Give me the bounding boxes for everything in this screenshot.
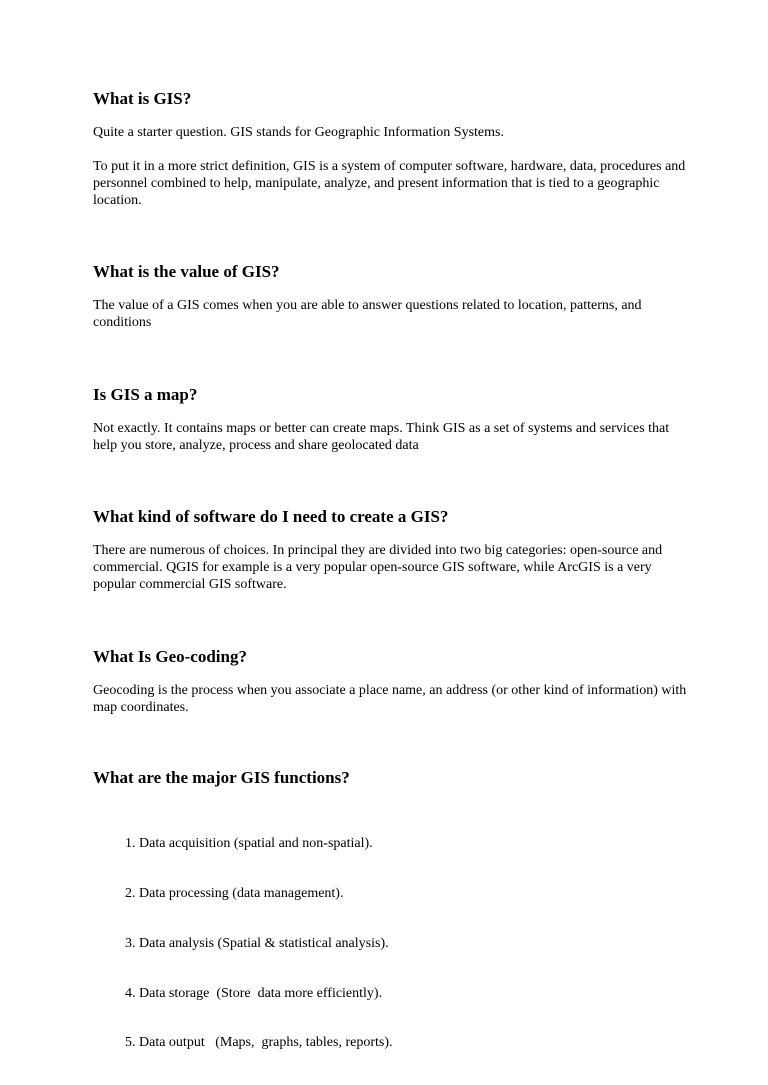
list-item: 5. Data output (Maps, graphs, tables, reports).	[139, 1035, 693, 1052]
section-body	[93, 297, 693, 331]
list-item: 1. Data acquisition (spatial and non-spatial).	[139, 836, 693, 853]
section-heading: What are the major GIS functions?	[93, 768, 350, 787]
section-heading: What Is Geo-coding?	[93, 647, 247, 666]
section-is-gis-a-map	[93, 385, 693, 454]
paragraph: Geocoding is the process when you associate a place name, an address (or other kind of information) with map coordinates.	[93, 683, 687, 715]
section-gis-functions	[93, 768, 693, 1085]
section-body	[93, 542, 693, 593]
section-what-is-gis	[93, 89, 693, 209]
paragraph: Quite a starter question. GIS stands for Geographic Information Systems.	[93, 125, 504, 140]
functions-list	[93, 803, 693, 1085]
paragraph: There are numerous of choices. In principal they are divided into two big categories: open-source and commercial. QGIS for example is a very popular open-source GIS software, while ArcGIS is a very popular commercial GIS software.	[93, 543, 663, 592]
section-heading: Is GIS a map?	[93, 385, 198, 404]
paragraph: To put it in a more strict definition, GIS is a system of computer software, hardware, data, procedures and personnel combined to help, manipulate, analyze, and present information that is tied to a geographic location.	[93, 159, 686, 208]
section-heading: What kind of software do I need to create a GIS?	[93, 507, 449, 526]
section-heading: What is GIS?	[93, 89, 192, 108]
section-heading: What is the value of GIS?	[93, 262, 280, 281]
paragraph: The value of a GIS comes when you are able to answer questions related to location, patterns, and conditions	[93, 298, 642, 330]
section-body	[93, 124, 693, 209]
paragraph: Not exactly. It contains maps or better can create maps. Think GIS as a set of systems and services that help you store, analyze, process and share geolocated data	[93, 421, 670, 453]
list-item: 3. Data analysis (Spatial & statistical analysis).	[139, 936, 693, 953]
section-value-of-gis	[93, 262, 693, 331]
section-geo-coding	[93, 647, 693, 716]
list-item: 2. Data processing (data management).	[139, 886, 693, 903]
list-item: 4. Data storage (Store data more efficiently).	[139, 986, 693, 1003]
section-body	[93, 420, 693, 454]
section-body	[93, 682, 693, 716]
section-gis-software	[93, 507, 693, 593]
